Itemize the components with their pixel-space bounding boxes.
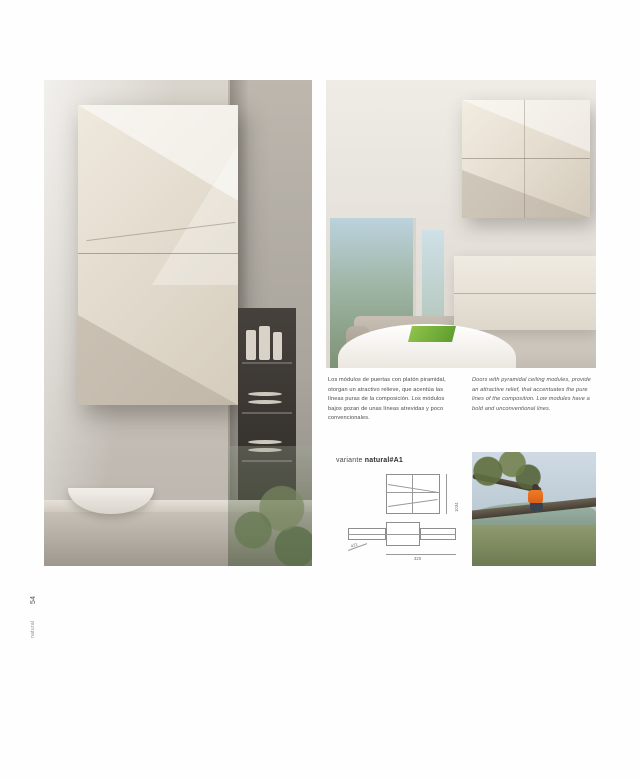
cabinet-facet-bottom [78, 315, 238, 405]
person-body [528, 490, 543, 504]
dimension-line-vertical [446, 474, 447, 514]
cabinet-seam-horizontal [78, 253, 238, 254]
upper-cabinet-facet-top [462, 100, 590, 152]
drawing-elevation-seam-v [412, 474, 413, 514]
person-legs [530, 503, 543, 511]
plate-item [248, 400, 282, 404]
technical-drawing [330, 470, 466, 562]
container-item [273, 332, 282, 360]
seated-person [528, 484, 544, 510]
upper-cabinet-seam-vertical [524, 100, 525, 218]
dimension-depth: 421 [350, 541, 359, 549]
living-room-photo [326, 80, 596, 368]
shelf [242, 362, 292, 364]
folio [22, 590, 37, 638]
shelf [242, 412, 292, 414]
main-photo [44, 80, 312, 566]
drawing-elevation-box [386, 474, 440, 514]
variant-label [336, 457, 403, 464]
plate-item [248, 440, 282, 444]
container-item [259, 326, 270, 360]
pyramid-door-cabinet [78, 105, 238, 405]
upper-pyramid-cabinet [462, 100, 590, 218]
caption-english: Doors with pyramidal ceiling modules, provide an attractive relief, that accentuates the pure lines of the composition. Low modules have a bold and unconventional lines. [472, 377, 591, 412]
dimension-width: 320 [414, 556, 422, 561]
foliage [228, 446, 312, 566]
variant-code: natural#A1 [364, 457, 404, 464]
drawing-plan-midline [348, 534, 456, 535]
dimension-height: 1034 [454, 502, 459, 512]
ground [472, 525, 596, 566]
caption-spanish: Los módulos de puertas con platón piramidal, otorgan un atractivo relieve, que acentúa las líneas puras de la composición. Los módulos bajos gozan de unas líneas atrevidas y poco convencionales. [328, 377, 446, 422]
folio-section-label: natural [30, 620, 36, 638]
plate-item [248, 392, 282, 396]
upper-cabinet-seam-horizontal [462, 158, 590, 159]
lower-module-seam [454, 293, 596, 294]
upper-cabinet-facet-bottom [462, 170, 590, 218]
variant-prefix: variante [336, 457, 363, 464]
page-number: 54 [30, 595, 37, 604]
container-item [246, 330, 256, 360]
drawing-elevation-seam-h [386, 492, 440, 493]
landscape-photo [472, 452, 596, 566]
dimension-line-horizontal [386, 554, 456, 555]
cabinet-facet-right [152, 145, 238, 285]
book-on-table [408, 326, 456, 342]
